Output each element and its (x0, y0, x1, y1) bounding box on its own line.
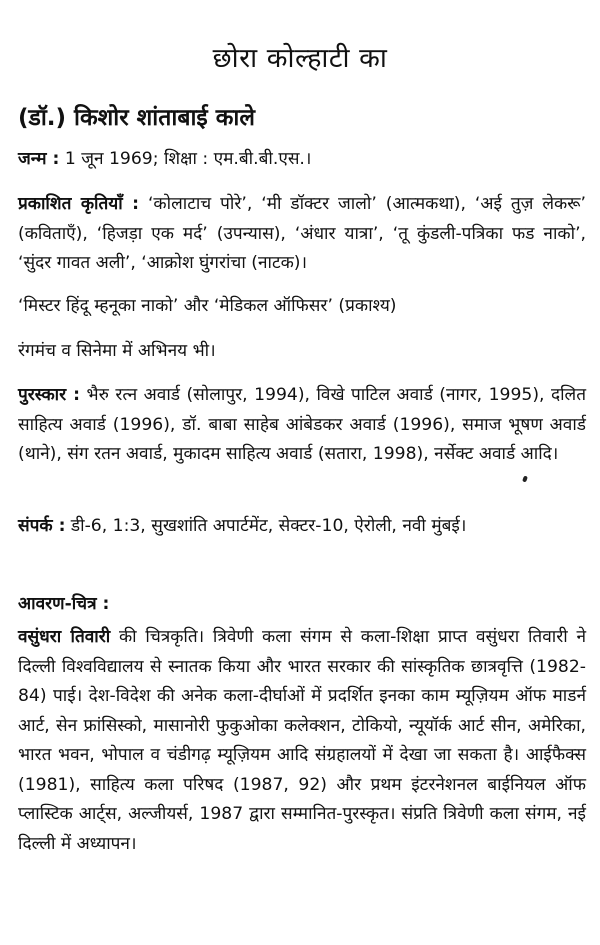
birth-label: जन्म : (18, 149, 60, 169)
stray-ink-mark (522, 475, 528, 482)
contact-label: संपर्क : (18, 516, 66, 536)
awards-value: भैरु रत्न अवार्ड (सोलापुर, 1994), विखे पाटिल अवार्ड (नागर, 1995), दलित साहित्य अवार्ड (1996), डॉ. बाबा साहेब आंबेडकर अवार्ड (1996), समाज भूषण अवार्ड (थाने), संग रतन अवार्ड, मुकादम साहित्य अवार्ड (सतारा, 1998), नर्सेक्ट अवार्ड आदि। (18, 385, 586, 464)
contact-line (18, 512, 586, 542)
birth-value: 1 जून 1969; शिक्षा : एम.बी.बी.एस.। (64, 149, 312, 169)
published-works-paragraph (18, 190, 586, 279)
author-name: (डॉ.) किशोर शांताबाई काले (18, 105, 255, 131)
cover-art-heading: आवरण-चित्र : (18, 594, 110, 614)
awards-paragraph (18, 381, 586, 470)
cover-art-paragraph (18, 623, 586, 859)
forthcoming-works-line: ‘मिस्टर हिंदू म्हनूका नाको’ और ‘मेडिकल ऑफिसर’ (प्रकाश्य) (18, 296, 397, 316)
book-title: छोरा कोल्हाटी का (212, 43, 388, 74)
awards-label: पुरस्कार : (18, 385, 81, 405)
contact-value: डी-6, 1:3, सुखशांति अपार्टमेंट, सेक्टर-10, ऐरोली, नवी मुंबई। (70, 516, 467, 536)
acting-line: रंगमंच व सिनेमा में अभिनय भी। (18, 341, 216, 361)
works-value: ‘कोलाटाच पोरे’, ‘मी डॉक्टर जालो’ (आत्मकथा), ‘अई तुज़ लेकरू’ (कविताएँ), ‘हिजड़ा एक मर्द’ (उपन्यास), ‘अंधार यात्रा’, ‘तू कुंडली-पत्रिका फड नाको’, ‘सुंदर गावत अली’, ‘आक्रोश घुंगरांचा (नाटक)। (18, 194, 586, 273)
birth-education-line (18, 145, 586, 175)
cover-artist-name: वसुंधरा तिवारी (18, 627, 111, 647)
works-label: प्रकाशित कृतियाँ : (18, 194, 140, 214)
cover-art-text: की चित्रकृति। त्रिवेणी कला संगम से कला-शिक्षा प्राप्त वसुंधरा तिवारी ने दिल्ली विश्वविद्यालय से स्नातक किया और भारत सरकार की सांस्कृतिक छात्रवृत्ति (1982-84) पाई। देश-विदेश की अनेक कला-दीर्घाओं में प्रदर्शित इनका काम म्यूज़ियम ऑफ माडर्न आर्ट, सेन फ्रांसिस्को, मासानोरी फुकुओका कलेक्शन, टोकियो, न्यूयॉर्क आर्ट सीन, अमेरिका, भारत भवन, भोपाल व चंडीगढ़ म्यूज़ियम आदि संग्रहालयों में देखा जा सकता है। आईफैक्स (1981), साहित्य कला परिषद (1987, 92) और प्रथम इंटरनेशनल बाईनियल ऑफ प्लास्टिक आर्ट्स, अल्जीयर्स, 1987 द्वारा सम्मानित-पुरस्कृत। संप्रति त्रिवेणी कला संगम, नई दिल्ली में अध्यापन। (18, 627, 586, 854)
